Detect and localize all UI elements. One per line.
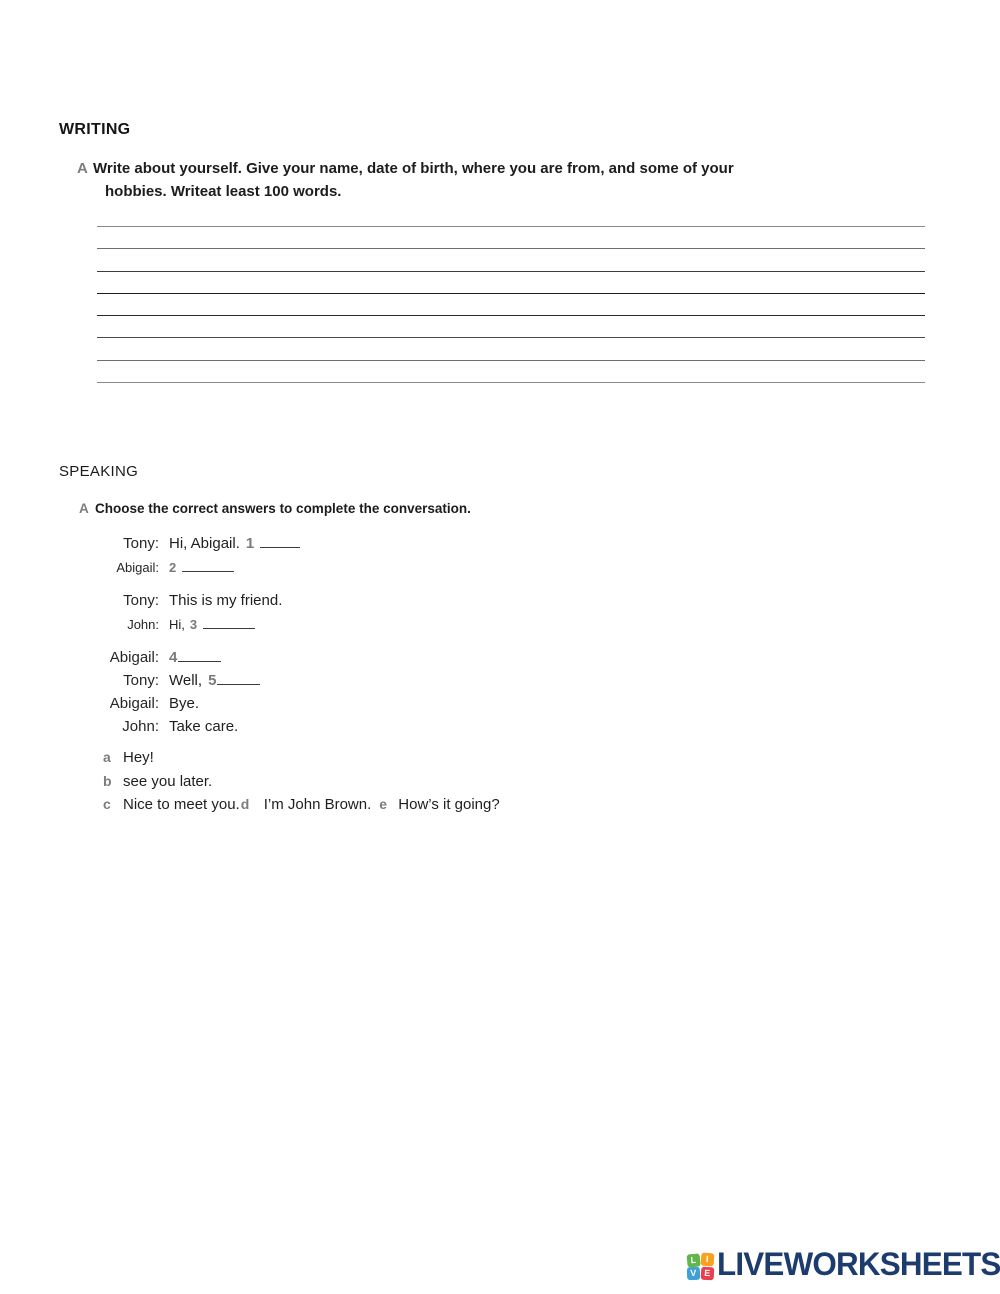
answer-blank-2[interactable] [182, 560, 234, 572]
options-c-d-e[interactable] [103, 796, 500, 813]
ruled-line [97, 271, 925, 272]
ruled-line [97, 337, 925, 338]
speaker-name: Abigail: [109, 695, 159, 712]
writing-instruction-line1: Write about yourself. Give your name, date of birth, where you are from, and some of your [93, 160, 734, 177]
option-letter-e: e [379, 796, 388, 812]
dialogue-text: Hi, Abigail. [169, 535, 240, 552]
speaker-name: Tony: [123, 672, 159, 689]
dialogue-text: Bye. [169, 695, 200, 712]
dialogue-text: Take care. [169, 718, 239, 735]
liveworksheets-wordmark: LIVEWORKSHEETS [716, 1246, 1000, 1282]
answer-blank-4[interactable] [178, 650, 221, 662]
option-letter-d: d [240, 796, 250, 812]
ruled-line [97, 293, 925, 294]
writing-section-heading: WRITING [59, 121, 131, 138]
option-a[interactable] [103, 749, 154, 766]
writing-instruction-text [93, 157, 734, 203]
speaking-instruction-text: Choose the correct answers to complete the conversation. [95, 501, 471, 516]
blank-number-3: 3 [189, 617, 198, 632]
blank-number-2: 2 [169, 560, 177, 575]
option-letter-a: a [103, 749, 111, 765]
dialogue-text: Well, [169, 672, 203, 689]
liveworksheets-icon [687, 1253, 714, 1280]
option-letter-b: b [103, 773, 112, 789]
dialogue-text: This is my friend. [169, 592, 283, 609]
option-text-b: see you later. [123, 773, 213, 790]
dialogue-line-tony-1 [95, 535, 300, 552]
logo-square-v: V [687, 1267, 700, 1280]
writing-answer-area[interactable] [97, 226, 925, 404]
dialogue-line-tony-5 [95, 672, 260, 689]
logo-square-e: E [701, 1267, 714, 1280]
speaker-name: Abigail: [116, 560, 159, 575]
speaking-instruction [79, 500, 471, 517]
exercise-a-label: A [79, 501, 89, 516]
speaker-name: Abigail: [109, 649, 159, 666]
answer-blank-1[interactable] [260, 536, 300, 548]
ruled-line [97, 382, 925, 383]
option-text-c: Nice to meet you. [123, 796, 240, 813]
dialogue-line-abigail-4 [95, 649, 221, 666]
answer-blank-5[interactable] [217, 673, 260, 685]
option-text-d: I’m John Brown. [263, 796, 372, 813]
dialogue-line-tony-friend [95, 592, 282, 609]
speaking-section-heading: SPEAKING [59, 463, 139, 480]
logo-square-l: L [687, 1254, 701, 1268]
ruled-line [97, 226, 925, 227]
liveworksheets-logo[interactable] [687, 1246, 1000, 1283]
dialogue-line-john-3 [95, 617, 255, 632]
dialogue-line-john-takecare [95, 718, 238, 735]
writing-instruction [77, 157, 812, 203]
speaker-name: John: [122, 718, 159, 735]
ruled-line [97, 360, 925, 361]
dialogue-line-abigail-2 [95, 560, 234, 575]
exercise-a-label: A [77, 160, 88, 177]
speaker-name: John: [127, 617, 159, 632]
ruled-line [97, 248, 925, 249]
blank-number-1: 1 [245, 535, 255, 552]
option-text-e: How’s it going? [398, 796, 500, 813]
speaker-name: Tony: [123, 535, 159, 552]
blank-number-4: 4 [169, 649, 178, 666]
dialogue-line-abigail-bye [95, 695, 199, 712]
speaker-name: Tony: [123, 592, 159, 609]
option-letter-c: c [103, 796, 111, 812]
option-text-a: Hey! [123, 749, 154, 766]
answer-blank-3[interactable] [203, 617, 255, 629]
blank-number-5: 5 [208, 672, 217, 689]
ruled-line [97, 315, 925, 316]
logo-square-i: I [701, 1253, 714, 1266]
dialogue-text: Hi, [169, 617, 185, 632]
option-b[interactable] [103, 773, 212, 790]
writing-instruction-line2: hobbies. Writeat least 100 words. [105, 183, 342, 200]
